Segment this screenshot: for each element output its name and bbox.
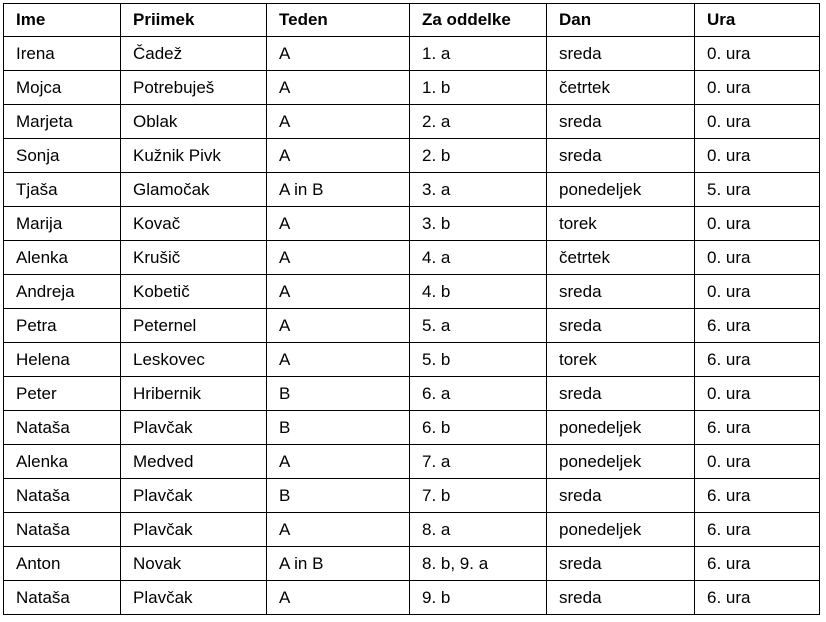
cell-dan: sreda bbox=[547, 37, 695, 71]
schedule-table bbox=[3, 3, 820, 615]
cell-priimek: Hribernik bbox=[121, 377, 267, 411]
cell-dan: sreda bbox=[547, 479, 695, 513]
table-row bbox=[4, 37, 820, 71]
cell-za-oddelke: 7. a bbox=[410, 445, 547, 479]
cell-priimek: Potrebuješ bbox=[121, 71, 267, 105]
cell-ura: 0. ura bbox=[695, 139, 820, 173]
cell-za-oddelke: 1. b bbox=[410, 71, 547, 105]
cell-ime: Marija bbox=[4, 207, 121, 241]
cell-ura: 0. ura bbox=[695, 37, 820, 71]
cell-ura: 0. ura bbox=[695, 105, 820, 139]
cell-teden: A bbox=[267, 241, 410, 275]
table-row bbox=[4, 207, 820, 241]
cell-ura: 6. ura bbox=[695, 513, 820, 547]
header-row bbox=[4, 4, 820, 37]
table-row bbox=[4, 513, 820, 547]
cell-ime: Petra bbox=[4, 309, 121, 343]
cell-teden: A bbox=[267, 37, 410, 71]
table-body bbox=[4, 37, 820, 615]
cell-za-oddelke: 6. a bbox=[410, 377, 547, 411]
cell-ura: 5. ura bbox=[695, 173, 820, 207]
cell-priimek: Kužnik Pivk bbox=[121, 139, 267, 173]
cell-ime: Tjaša bbox=[4, 173, 121, 207]
cell-ime: Marjeta bbox=[4, 105, 121, 139]
cell-za-oddelke: 6. b bbox=[410, 411, 547, 445]
cell-teden: A in B bbox=[267, 173, 410, 207]
cell-teden: A bbox=[267, 343, 410, 377]
cell-dan: torek bbox=[547, 207, 695, 241]
cell-teden: B bbox=[267, 479, 410, 513]
table-row bbox=[4, 377, 820, 411]
cell-dan: sreda bbox=[547, 139, 695, 173]
cell-ura: 6. ura bbox=[695, 309, 820, 343]
cell-teden: A bbox=[267, 445, 410, 479]
cell-ura: 0. ura bbox=[695, 241, 820, 275]
cell-ime: Nataša bbox=[4, 581, 121, 615]
cell-priimek: Plavčak bbox=[121, 411, 267, 445]
cell-teden: B bbox=[267, 377, 410, 411]
cell-ura: 6. ura bbox=[695, 479, 820, 513]
cell-teden: A bbox=[267, 139, 410, 173]
cell-teden: A in B bbox=[267, 547, 410, 581]
cell-za-oddelke: 2. a bbox=[410, 105, 547, 139]
cell-teden: A bbox=[267, 105, 410, 139]
cell-teden: A bbox=[267, 207, 410, 241]
cell-ime: Nataša bbox=[4, 479, 121, 513]
cell-ime: Anton bbox=[4, 547, 121, 581]
cell-priimek: Plavčak bbox=[121, 513, 267, 547]
table-row bbox=[4, 411, 820, 445]
cell-ura: 0. ura bbox=[695, 445, 820, 479]
table-row bbox=[4, 241, 820, 275]
header-dan: Dan bbox=[547, 4, 695, 37]
cell-za-oddelke: 3. a bbox=[410, 173, 547, 207]
cell-ime: Peter bbox=[4, 377, 121, 411]
cell-teden: B bbox=[267, 411, 410, 445]
cell-dan: sreda bbox=[547, 377, 695, 411]
header-za-oddelke: Za oddelke bbox=[410, 4, 547, 37]
cell-ime: Nataša bbox=[4, 513, 121, 547]
cell-priimek: Kobetič bbox=[121, 275, 267, 309]
cell-teden: A bbox=[267, 513, 410, 547]
table-row bbox=[4, 445, 820, 479]
cell-priimek: Krušič bbox=[121, 241, 267, 275]
cell-za-oddelke: 8. a bbox=[410, 513, 547, 547]
cell-dan: sreda bbox=[547, 581, 695, 615]
cell-ime: Helena bbox=[4, 343, 121, 377]
cell-dan: ponedeljek bbox=[547, 173, 695, 207]
cell-za-oddelke: 3. b bbox=[410, 207, 547, 241]
header-teden: Teden bbox=[267, 4, 410, 37]
cell-priimek: Medved bbox=[121, 445, 267, 479]
cell-dan: ponedeljek bbox=[547, 513, 695, 547]
cell-ime: Nataša bbox=[4, 411, 121, 445]
cell-za-oddelke: 4. b bbox=[410, 275, 547, 309]
cell-ura: 0. ura bbox=[695, 71, 820, 105]
cell-dan: sreda bbox=[547, 309, 695, 343]
table-row bbox=[4, 343, 820, 377]
cell-ura: 0. ura bbox=[695, 377, 820, 411]
cell-priimek: Peternel bbox=[121, 309, 267, 343]
cell-dan: sreda bbox=[547, 547, 695, 581]
cell-dan: ponedeljek bbox=[547, 411, 695, 445]
cell-za-oddelke: 8. b, 9. a bbox=[410, 547, 547, 581]
cell-priimek: Leskovec bbox=[121, 343, 267, 377]
cell-ime: Alenka bbox=[4, 241, 121, 275]
cell-ime: Andreja bbox=[4, 275, 121, 309]
cell-teden: A bbox=[267, 275, 410, 309]
cell-za-oddelke: 5. b bbox=[410, 343, 547, 377]
cell-teden: A bbox=[267, 581, 410, 615]
cell-ura: 0. ura bbox=[695, 207, 820, 241]
table-row bbox=[4, 173, 820, 207]
cell-za-oddelke: 9. b bbox=[410, 581, 547, 615]
cell-ime: Sonja bbox=[4, 139, 121, 173]
cell-za-oddelke: 7. b bbox=[410, 479, 547, 513]
cell-ura: 6. ura bbox=[695, 411, 820, 445]
cell-teden: A bbox=[267, 309, 410, 343]
cell-dan: sreda bbox=[547, 275, 695, 309]
cell-dan: torek bbox=[547, 343, 695, 377]
header-priimek: Priimek bbox=[121, 4, 267, 37]
cell-ura: 6. ura bbox=[695, 547, 820, 581]
table-row bbox=[4, 479, 820, 513]
table-row bbox=[4, 547, 820, 581]
cell-dan: sreda bbox=[547, 105, 695, 139]
cell-dan: ponedeljek bbox=[547, 445, 695, 479]
cell-ime: Irena bbox=[4, 37, 121, 71]
cell-priimek: Kovač bbox=[121, 207, 267, 241]
cell-priimek: Glamočak bbox=[121, 173, 267, 207]
cell-priimek: Plavčak bbox=[121, 479, 267, 513]
cell-teden: A bbox=[267, 71, 410, 105]
cell-priimek: Oblak bbox=[121, 105, 267, 139]
table-row bbox=[4, 309, 820, 343]
header-ime: Ime bbox=[4, 4, 121, 37]
cell-ura: 6. ura bbox=[695, 581, 820, 615]
cell-ime: Alenka bbox=[4, 445, 121, 479]
cell-ura: 0. ura bbox=[695, 275, 820, 309]
cell-za-oddelke: 1. a bbox=[410, 37, 547, 71]
cell-za-oddelke: 4. a bbox=[410, 241, 547, 275]
cell-dan: četrtek bbox=[547, 71, 695, 105]
cell-dan: četrtek bbox=[547, 241, 695, 275]
cell-priimek: Plavčak bbox=[121, 581, 267, 615]
cell-ime: Mojca bbox=[4, 71, 121, 105]
cell-za-oddelke: 5. a bbox=[410, 309, 547, 343]
table-row bbox=[4, 71, 820, 105]
table-row bbox=[4, 139, 820, 173]
table-row bbox=[4, 581, 820, 615]
table-row bbox=[4, 105, 820, 139]
table-row bbox=[4, 275, 820, 309]
cell-priimek: Novak bbox=[121, 547, 267, 581]
cell-ura: 6. ura bbox=[695, 343, 820, 377]
cell-priimek: Čadež bbox=[121, 37, 267, 71]
cell-za-oddelke: 2. b bbox=[410, 139, 547, 173]
header-ura: Ura bbox=[695, 4, 820, 37]
